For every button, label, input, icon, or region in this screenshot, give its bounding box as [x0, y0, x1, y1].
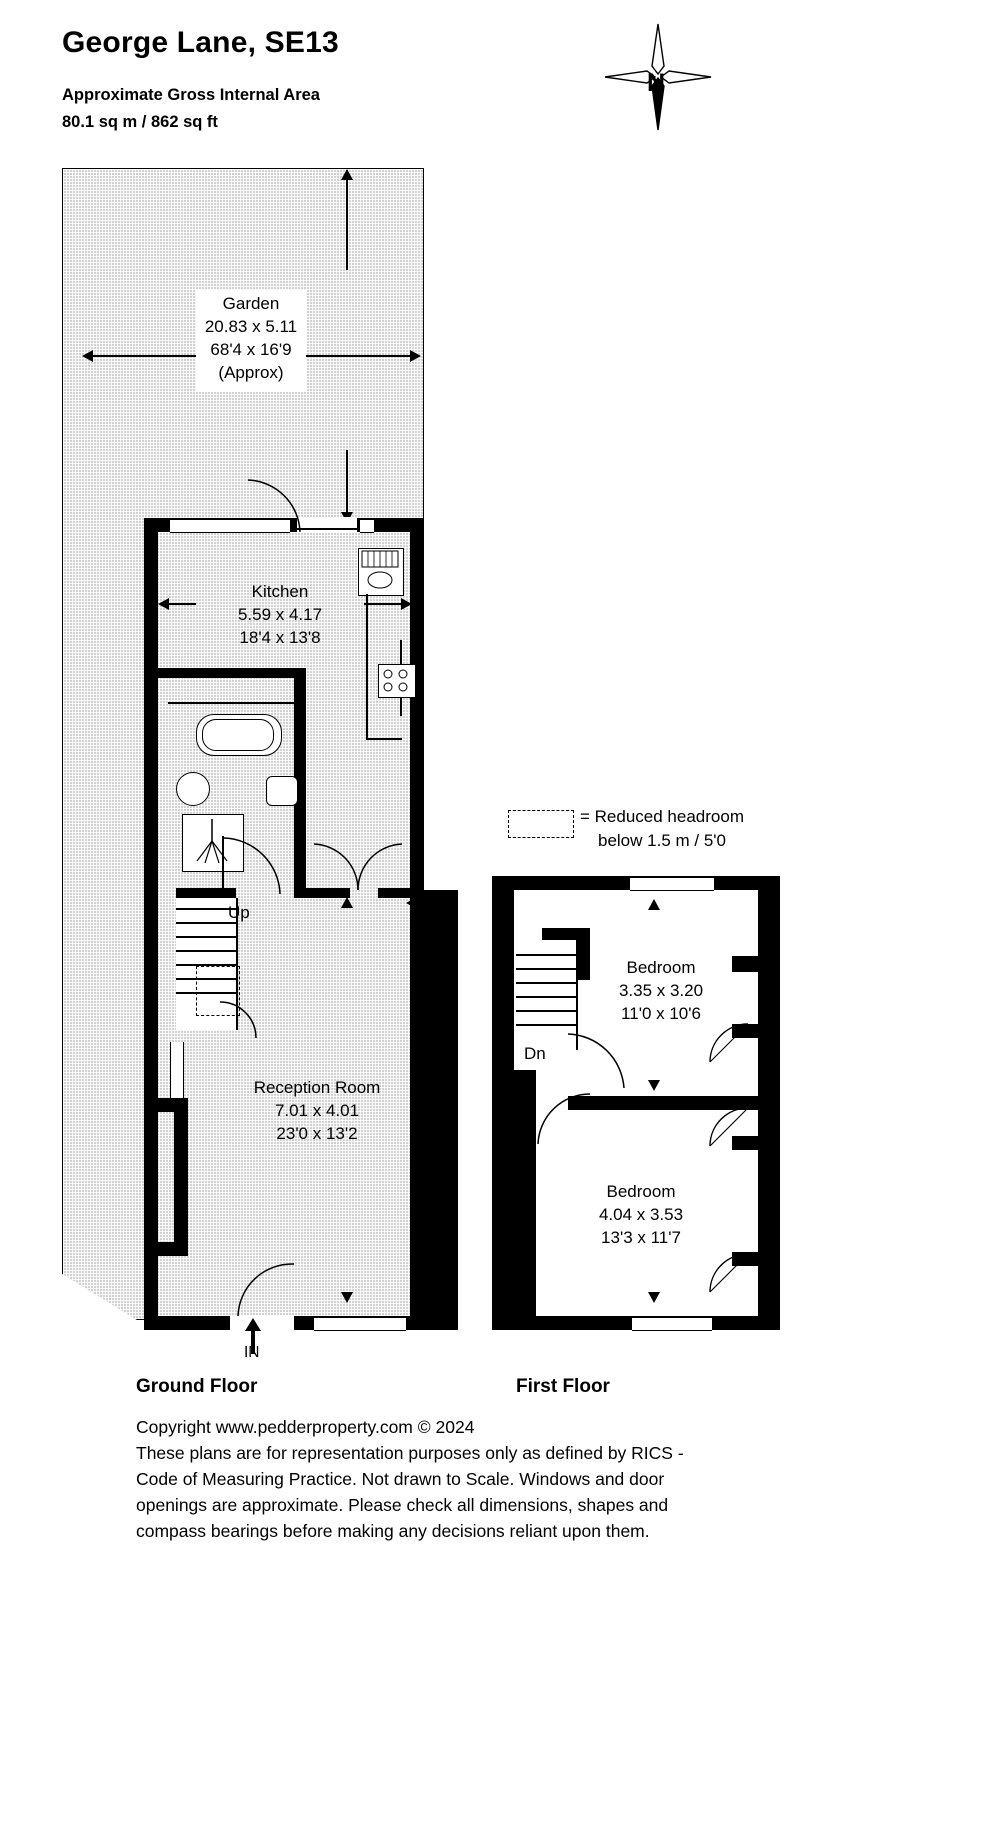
stair-step — [516, 982, 578, 984]
first-floor-label: First Floor — [516, 1376, 610, 1397]
footer-line-4: openings are approximate. Please check all dimensions, shapes and — [136, 1495, 669, 1515]
room-label-bedroom-1: Bedroom 3.35 x 3.20 11'0 x 10'6 — [618, 958, 704, 1023]
bed1-dim-arrow-bottom — [647, 1078, 661, 1096]
wall-first-left — [492, 876, 514, 1330]
footer-line-5: compass bearings before making any decisions reliant upon them. — [136, 1521, 650, 1541]
legend-line-2: below 1.5 m / 5'0 — [598, 831, 726, 850]
window-first-right-1 — [708, 1022, 750, 1064]
first-dim-arrow-top — [647, 898, 661, 916]
entrance-in-label: IN — [244, 1344, 260, 1361]
footer-disclaimer — [136, 1414, 836, 1544]
stair-step — [516, 1010, 578, 1012]
stair-step — [516, 968, 578, 970]
window-first-top — [630, 877, 714, 891]
footer-line-1: Copyright www.pedderproperty.com © 2024 — [136, 1417, 475, 1437]
compass-north-letter: N — [647, 69, 666, 97]
page-title: George Lane, SE13 — [62, 26, 339, 59]
window-first-right-2 — [708, 1106, 750, 1148]
door-arc-bedroom1 — [566, 1032, 628, 1090]
stair-step — [516, 1024, 578, 1026]
wall-first-right-recess-1 — [732, 956, 760, 972]
window-first-right-3 — [708, 1252, 750, 1294]
room-label-bedroom-2: Bedroom 4.04 x 3.53 13'3 x 11'7 — [598, 1182, 684, 1247]
stair-step — [516, 996, 578, 998]
room-label-reception: Reception Room 7.01 x 4.01 23'0 x 13'2 — [253, 1078, 381, 1143]
area-label: Approximate Gross Internal Area — [62, 86, 320, 104]
room-label-kitchen: Kitchen 5.59 x 4.17 18'4 x 13'8 — [237, 582, 323, 647]
area-value: 80.1 sq m / 862 sq ft — [62, 113, 218, 131]
room-label-garden: Garden 20.83 x 5.11 68'4 x 16'9 (Approx) — [204, 294, 298, 382]
stairs-up-label: Up — [228, 903, 250, 922]
ground-floor-label: Ground Floor — [136, 1376, 258, 1397]
stairs-dn-label: Dn — [524, 1044, 546, 1063]
window-first-bottom — [632, 1317, 712, 1331]
wall-first-left-lower — [514, 1070, 536, 1330]
legend-line-1: = Reduced headroom — [580, 807, 744, 826]
footer-line-3: Code of Measuring Practice. Not drawn to Scale. Windows and door — [136, 1469, 665, 1489]
first-dim-arrow-bottom — [647, 1290, 661, 1308]
footer-line-2: These plans are for representation purposes only as defined by RICS - — [136, 1443, 684, 1463]
stair-step — [516, 954, 578, 956]
